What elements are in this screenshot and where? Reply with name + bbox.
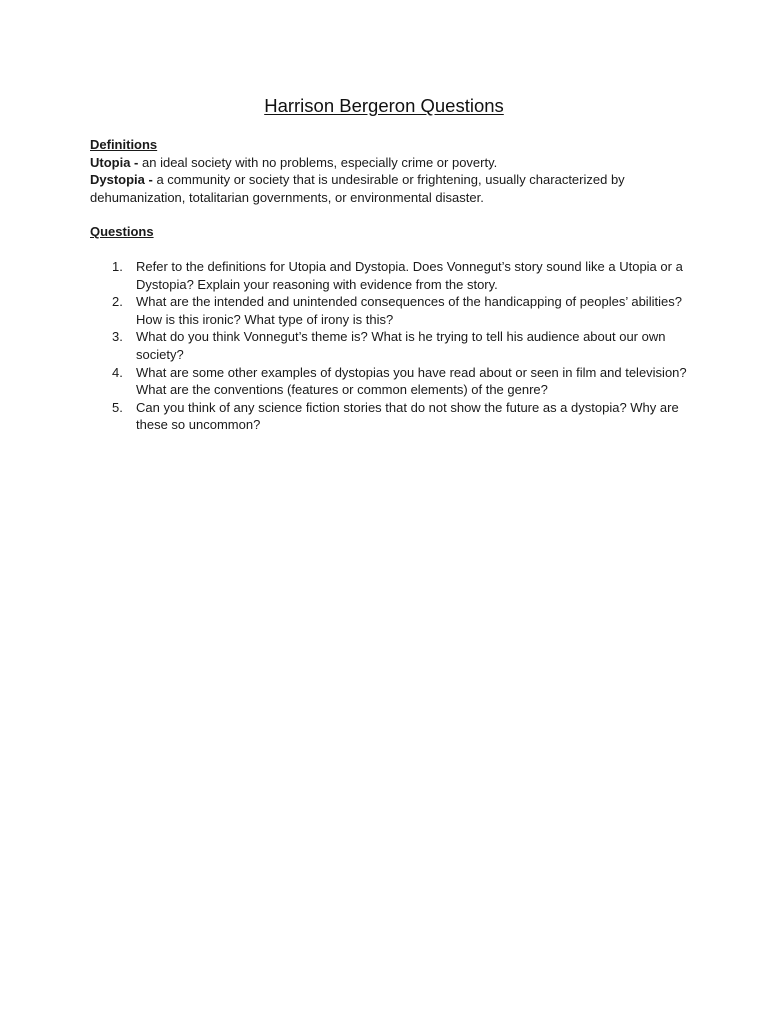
question-item bbox=[90, 364, 690, 399]
question-text: What do you think Vonnegut’s theme is? What is he trying to tell his audience about our own society? bbox=[136, 329, 666, 362]
section-spacer bbox=[90, 241, 690, 258]
question-text: Refer to the definitions for Utopia and Dystopia. Does Vonnegut’s story sound like a Utopia or a Dystopia? Explain your reasoning with evidence from the story. bbox=[136, 258, 683, 292]
definition-utopia bbox=[90, 154, 690, 172]
question-item bbox=[90, 328, 690, 363]
definition-term: Dystopia - bbox=[90, 172, 153, 188]
definition-dystopia bbox=[90, 171, 690, 206]
question-item bbox=[90, 258, 690, 293]
document-title: Harrison Bergeron Questions bbox=[264, 95, 504, 116]
definition-text: a community or society that is undesirable or frightening, usually characterized by dehumanization, totalitarian governments, or environmental disaster. bbox=[90, 172, 625, 205]
questions-heading: Questions bbox=[90, 224, 154, 240]
definition-term: Utopia - bbox=[90, 154, 139, 170]
question-text: Can you think of any science fiction stories that do not show the future as a dystopia? Why are these so uncommon? bbox=[136, 399, 679, 433]
section-spacer bbox=[90, 206, 690, 223]
question-text: What are some other examples of dystopias you have read about or seen in film and television? What are the conventions (features or common elements) of the genre? bbox=[136, 364, 687, 398]
question-number: 4. bbox=[112, 364, 123, 380]
definitions-heading: Definitions bbox=[90, 137, 158, 152]
question-number: 2. bbox=[112, 294, 123, 310]
question-number: 5. bbox=[112, 399, 123, 415]
question-number: 1. bbox=[112, 258, 123, 274]
question-text: What are the intended and unintended consequences of the handicapping of peoples’ abilities? How is this ironic? What type of irony is this? bbox=[136, 294, 682, 327]
question-item bbox=[90, 293, 690, 328]
definition-text: an ideal society with no problems, especially crime or poverty. bbox=[138, 154, 498, 170]
document-body bbox=[90, 136, 690, 434]
question-item bbox=[90, 399, 690, 434]
questions-list bbox=[90, 258, 690, 434]
question-number: 3. bbox=[112, 329, 123, 345]
